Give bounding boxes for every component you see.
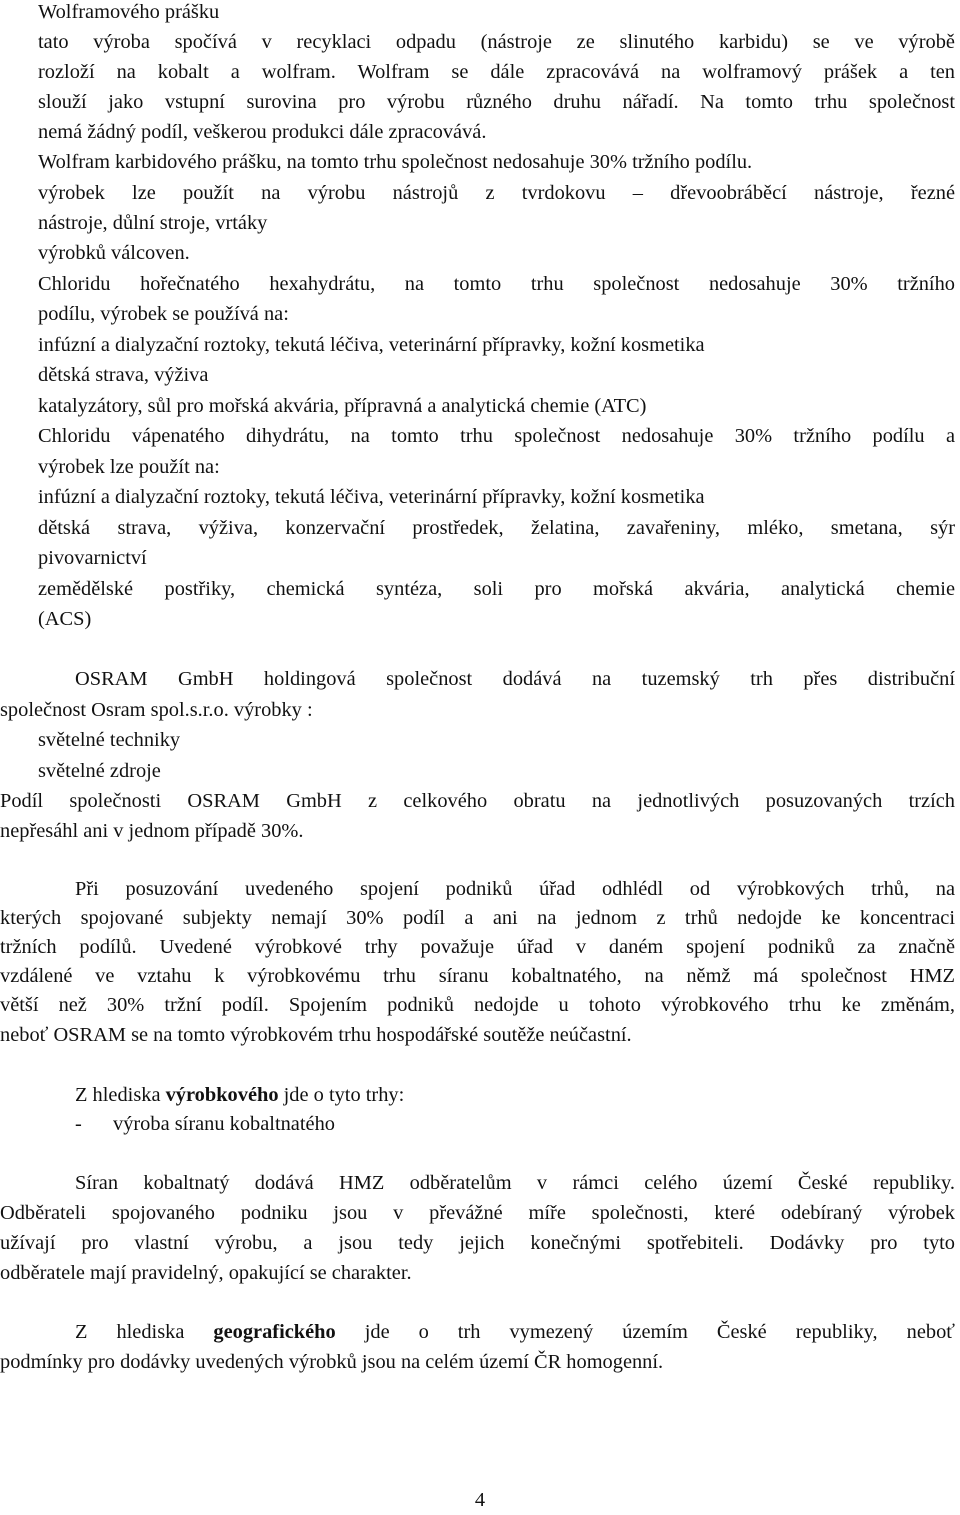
text-line: neboť OSRAM se na tomto výrobkovém trhu hospodářské soutěže neúčastní.	[0, 1024, 632, 1046]
list-item: zemědělské postřiky, chemická syntéza, soli pro mořská akvária, analytická chemie	[38, 574, 955, 604]
section-heading: Z hlediska výrobkového jde o tyto trhy:	[75, 1084, 405, 1106]
text-line: (ACS)	[38, 608, 92, 630]
text-line: OSRAM GmbH holdingová společnost dodává na tuzemský trh přes distribuční	[75, 668, 955, 690]
list-item: dětská strava, výživa, konzervační prostředek, želatina, zavařeniny, mléko, smetana, sýr	[38, 513, 955, 543]
text-line: Odběrateli spojovaného podniku jsou v převážné míře společnosti, které odebíraný výrobek	[0, 1202, 955, 1224]
text-line: podmínky pro dodávky uvedených výrobků jsou na celém území ČR homogenní.	[0, 1351, 664, 1373]
text-line: rozloží na kobalt a wolfram. Wolfram se dále zpracovává na wolframový prášek a ten	[38, 61, 955, 83]
list-item: výrobků válcoven.	[38, 238, 955, 268]
text-line: výrobek lze použít na:	[38, 456, 220, 478]
text-line: Při posuzování uvedeného spojení podniků úřad odhlédl od výrobkových trhů, na	[75, 878, 955, 900]
section-heading: Z hlediska geografického jde o trh vymezený územím České republiky, neboť	[75, 1321, 955, 1343]
text-line: větší než 30% tržní podíl. Spojením podniků nedojde u tohoto výrobkového trhu ke změnám,	[0, 994, 955, 1016]
list-item: Chloridu vápenatého dihydrátu, na tomto trhu společnost nedosahuje 30% tržního podílu a	[38, 421, 955, 451]
text-line: vzdálené ve vztahu k výrobkovému trhu síranu kobaltnatého, na němž má společnost HMZ	[0, 965, 955, 987]
list-item: výrobek lze použít na výrobu nástrojů z tvrdokovu – dřevoobráběcí nástroje, řezné	[38, 178, 955, 208]
list-item: infúzní a dialyzační roztoky, tekutá léčiva, veterinární přípravky, kožní kosmetika	[38, 330, 955, 360]
list-item: dětská strava, výživa	[38, 360, 955, 390]
text-line: Podíl společnosti OSRAM GmbH z celkového obratu na jednotlivých posuzovaných trzích	[0, 790, 955, 812]
text-line: slouží jako vstupní surovina pro výrobu různého druhu nářadí. Na tomto trhu společnost	[38, 91, 955, 113]
text-line: nemá žádný podíl, veškerou produkci dále zpracovává.	[38, 121, 487, 143]
text-line: pivovarnictví	[38, 547, 147, 569]
text-line: kterých spojované subjekty nemají 30% podíl a ani na jednom z trhů nedojde ke koncentraci	[0, 907, 955, 929]
list-item: katalyzátory, sůl pro mořská akvária, přípravná a analytická chemie (ATC)	[38, 391, 955, 421]
list-item: tato výroba spočívá v recyklaci odpadu (nástroje ze slinutého karbidu) se ve výrobě	[38, 27, 955, 57]
list-item: světelné zdroje	[38, 756, 955, 786]
text-line: podílu, výrobek se používá na:	[38, 303, 289, 325]
text-line: nepřesáhl ani v jednom případě 30%.	[0, 820, 304, 842]
hyphen-mark: -	[75, 1113, 82, 1135]
list-item: infúzní a dialyzační roztoky, tekutá léčiva, veterinární přípravky, kožní kosmetika	[38, 482, 955, 512]
text-line: Síran kobaltnatý dodává HMZ odběratelům v rámci celého území České republiky.	[75, 1172, 955, 1194]
text-line: odběratele mají pravidelný, opakující se charakter.	[0, 1262, 412, 1284]
list-item: výroba síranu kobaltnatého	[113, 1113, 335, 1135]
list-item: Wolfram karbidového prášku, na tomto trhu společnost nedosahuje 30% tržního podílu.	[38, 147, 955, 177]
text-line: nástroje, důlní stroje, vrtáky	[38, 212, 268, 234]
list-item: světelné techniky	[38, 725, 955, 755]
list-item: Wolframového prášku	[38, 0, 955, 27]
text-line: tržních podílů. Uvedené výrobkové trhy považuje úřad v daném spojení podniků za značně	[0, 936, 955, 958]
text-line: společnost Osram spol.s.r.o. výrobky :	[0, 699, 313, 721]
page-number: 4	[474, 1489, 486, 1511]
list-item: Chloridu hořečnatého hexahydrátu, na tomto trhu společnost nedosahuje 30% tržního	[38, 269, 955, 299]
text-line: užívají pro vlastní výrobu, a jsou tedy jejich konečnými spotřebiteli. Dodávky pro tyto	[0, 1232, 955, 1254]
